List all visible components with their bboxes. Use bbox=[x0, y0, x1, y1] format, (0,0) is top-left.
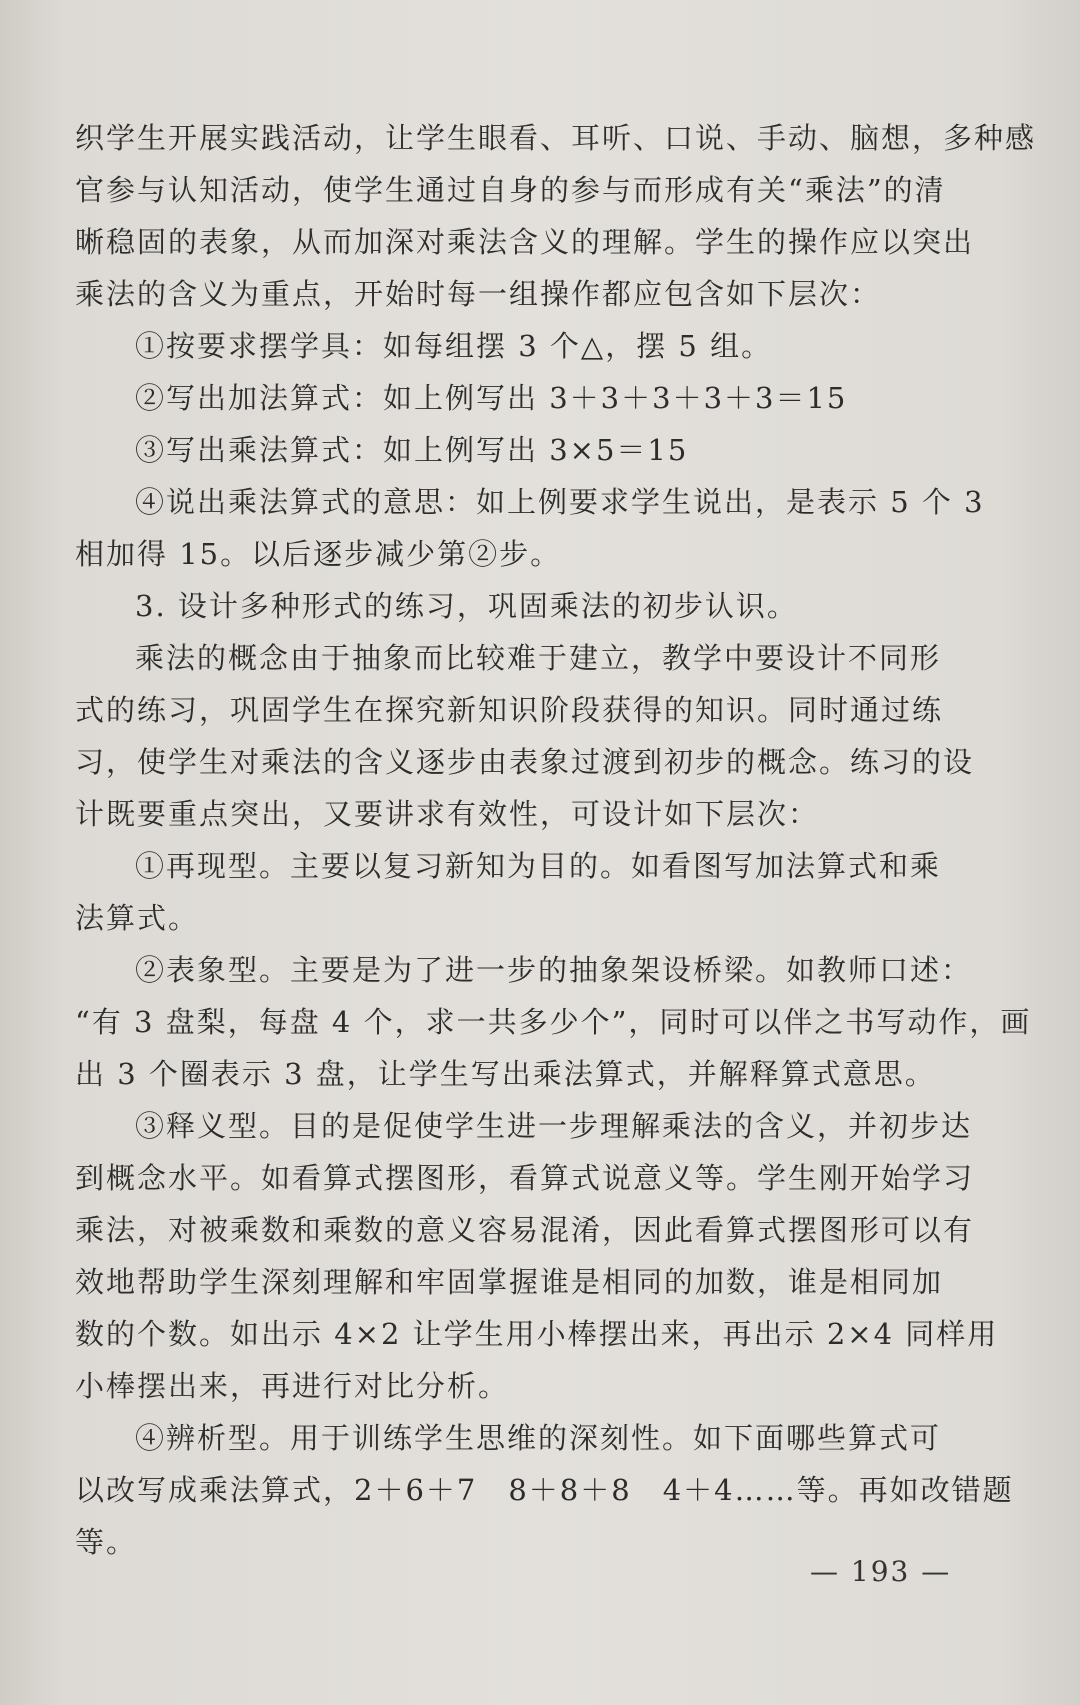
text-line: 到概念水平。如看算式摆图形，看算式说意义等。学生刚开始学习 bbox=[75, 1161, 975, 1195]
text-line: 乘法的概念由于抽象而比较难于建立，教学中要设计不同形 bbox=[135, 641, 942, 675]
text-line: 以改写成乘法算式，2＋6＋7 8＋8＋8 4＋4……等。再如改错题 bbox=[75, 1473, 1014, 1507]
text-line: ③写出乘法算式：如上例写出 3×5＝15 bbox=[135, 433, 689, 467]
text-line: 数的个数。如出示 4×2 让学生用小棒摆出来，再出示 2×4 同样用 bbox=[75, 1317, 999, 1351]
text-line: 法算式。 bbox=[75, 901, 200, 935]
page-number: — 193 — bbox=[810, 1555, 952, 1588]
text-line: ①按要求摆学具：如每组摆 3 个△，摆 5 组。 bbox=[135, 329, 773, 363]
text-line: 式的练习，巩固学生在探究新知识阶段获得的知识。同时通过练 bbox=[75, 693, 944, 727]
text-line: 小棒摆出来，再进行对比分析。 bbox=[75, 1369, 510, 1403]
text-line: ④说出乘法算式的意思：如上例要求学生说出，是表示 5 个 3 bbox=[135, 485, 985, 519]
text-line: ②表象型。主要是为了进一步的抽象架设桥梁。如教师口述： bbox=[135, 953, 973, 987]
text-line: 等。 bbox=[75, 1525, 138, 1559]
text-line: 相加得 15。以后逐步减少第②步。 bbox=[75, 537, 562, 571]
text-line: ①再现型。主要以复习新知为目的。如看图写加法算式和乘 bbox=[135, 849, 942, 883]
text-line: 乘法，对被乘数和乘数的意义容易混淆，因此看算式摆图形可以有 bbox=[75, 1213, 975, 1247]
section-heading: 3. 设计多种形式的练习，巩固乘法的初步认识。 bbox=[135, 589, 798, 623]
text-line: 晰稳固的表象，从而加深对乘法含义的理解。学生的操作应以突出 bbox=[75, 225, 975, 259]
text-line: 效地帮助学生深刻理解和牢固掌握谁是相同的加数，谁是相同加 bbox=[75, 1265, 944, 1299]
text-line: 习，使学生对乘法的含义逐步由表象过渡到初步的概念。练习的设 bbox=[75, 745, 975, 779]
body-text bbox=[75, 112, 1037, 1568]
text-line: 计既要重点突出，又要讲求有效性，可设计如下层次： bbox=[75, 797, 820, 831]
text-line: 出 3 个圈表示 3 盘，让学生写出乘法算式，并解释算式意思。 bbox=[75, 1057, 936, 1091]
text-line: 织学生开展实践活动，让学生眼看、耳听、口说、手动、脑想，多种感 bbox=[75, 121, 1037, 155]
text-line: 乘法的含义为重点，开始时每一组操作都应包含如下层次： bbox=[75, 277, 882, 311]
text-line: ④辨析型。用于训练学生思维的深刻性。如下面哪些算式可 bbox=[135, 1421, 942, 1455]
text-line: ②写出加法算式：如上例写出 3＋3＋3＋3＋3＝15 bbox=[135, 381, 848, 415]
text-line: 官参与认知活动，使学生通过自身的参与而形成有关“乘法”的清 bbox=[75, 173, 946, 207]
text-line: “有 3 盘梨，每盘 4 个，求一共多少个”，同时可以伴之书写动作，画 bbox=[75, 1005, 1032, 1039]
text-line: ③释义型。目的是促使学生进一步理解乘法的含义，并初步达 bbox=[135, 1109, 973, 1143]
